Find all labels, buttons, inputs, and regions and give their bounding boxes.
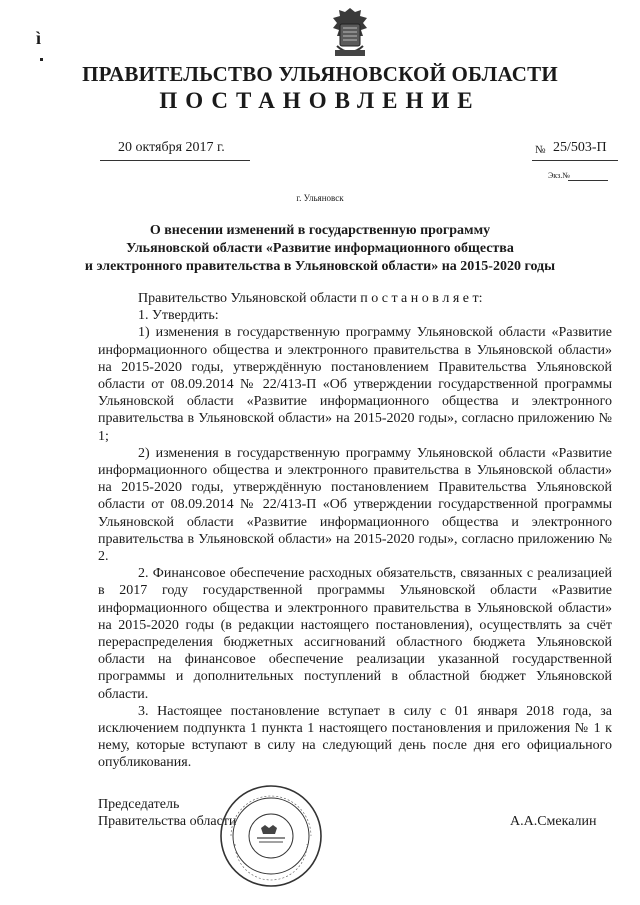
intro-paragraph: Правительство Ульяновской области п о с т а н о в л я е т: [138,291,483,306]
number-underline [532,160,618,161]
item-1-1: 1) изменения в государственную программу Ульяновской области «Развитие информационного общества и электронного правительства в Ульяновской области» на 2015-2020 годы, утверждённую постановлением Правительства Ульяновской области от 08.09.2014 № 22/413-П «Об утверждении государственной программы Ульяновской области «Развитие информационного общества и электронного правительства в Ульяновской области» на 2015-2020 годы», согласно приложению № 1; [98,325,612,444]
item-2: 2. Финансовое обеспечение расходных обязательств, связанных с реализацией в 2017 году государственной программы Ульяновской области «Развитие информационного общества и электронного правительства в Ульяновской области» на 2015-2020 годы (в редакции настоящего постановления), осуществлять за счёт перераспределения бюджетных ассигнований областного бюджета Ульяновской области на финансовое обеспечение реализации указанной государственной программы и дополнительных поступлений в областной бюджет Ульяновской области. [98,566,612,702]
number-prefix: № [535,144,546,156]
heading-line: и электронного правительства в Ульяновской области» на 2015-2020 годы [84,259,556,274]
document-type: ПОСТАНОВЛЕНИЕ [159,88,481,113]
item-1-2: 2) изменения в государственную программу Ульяновской области «Развитие информационного общества и электронного правительства в Ульяновской области» на 2015-2020 годы, утверждённую постановлением Правительства Ульяновской области от 08.09.2014 № 22/413-П «Об утверждении государственной программы Ульяновской области «Развитие информационного общества и электронного правительства в Ульяновской области» на 2015-2020 годы», согласно приложению № 2. [98,445,612,565]
date-underline [100,160,250,161]
document-date: 20 октября 2017 г. [118,140,225,155]
coat-of-arms-icon [327,6,373,60]
document-heading [70,222,570,276]
heading-line: О внесении изменений в государственную программу [149,223,491,238]
margin-dot [40,58,43,61]
organization-title: ПРАВИТЕЛЬСТВО УЛЬЯНОВСКОЙ ОБЛАСТИ [82,62,558,86]
copy-underline [568,180,608,181]
official-seal-icon [217,782,325,890]
copy-label: Экз.№ [548,171,570,180]
signer-title-line2: Правительства области [98,814,237,829]
item-3: 3. Настоящее постановление вступает в силу с 01 января 2018 года, за исключением подпункта 1 пункта 1 настоящего постановления и приложения № 1 к нему, которые вступают в силу на следующий день после дня его официального опубликования. [98,703,612,771]
city: г. Ульяновск [296,193,344,203]
heading-line: Ульяновской области «Развитие информационного общества [126,241,514,256]
signer-title-line1: Председатель [98,797,180,812]
document-number: 25/503-П [553,140,607,155]
signer-name: А.А.Смекалин [510,814,597,829]
document-body [98,290,612,772]
item-1: 1. Утвердить: [138,308,219,324]
margin-mark: ì [36,28,42,48]
